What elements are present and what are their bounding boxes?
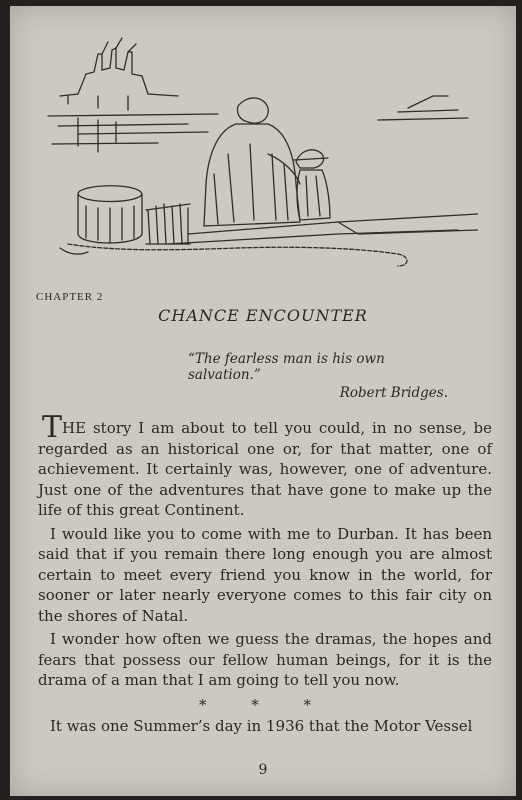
chapter-body	[38, 410, 492, 739]
epigraph	[188, 351, 448, 401]
paragraph-1-text: HE story I am about to tell you could, in no sense, be regarded as an historical one or, for that matter, one of achievement. It certainly was, however, one of adventure. Just one of the adventures that have gone to make up the life of this great Continent.	[38, 419, 492, 519]
section-separator: * * *	[198, 695, 332, 714]
chapter-label: CHAPTER 2	[36, 291, 104, 303]
page-number: 9	[258, 762, 268, 778]
chapter-title: CHANCE ENCOUNTER	[158, 306, 368, 325]
paragraph-3: I wonder how often we guess the dramas, the hopes and fears that possess our fellow human beings, for it is the drama of a man that I am going to tell you now.	[38, 630, 492, 689]
harbour-sketch-illustration	[38, 34, 478, 289]
paragraph-2: I would like you to come with me to Durban. It has been said that if you remain there long enough you are almost certain to meet every friend you know in the world, for sooner or later nearly everyone comes to this fair city on the shores of Natal.	[38, 524, 492, 625]
book-page	[10, 6, 516, 796]
epigraph-author: Robert Bridges.	[339, 385, 448, 401]
paragraph-4: It was one Summer’s day in 1936 that the Motor Vessel	[50, 716, 473, 735]
paragraph-1	[38, 410, 492, 521]
epigraph-quote: “The fearless man is his own salvation.”	[188, 351, 385, 383]
drop-cap: T	[42, 410, 63, 445]
